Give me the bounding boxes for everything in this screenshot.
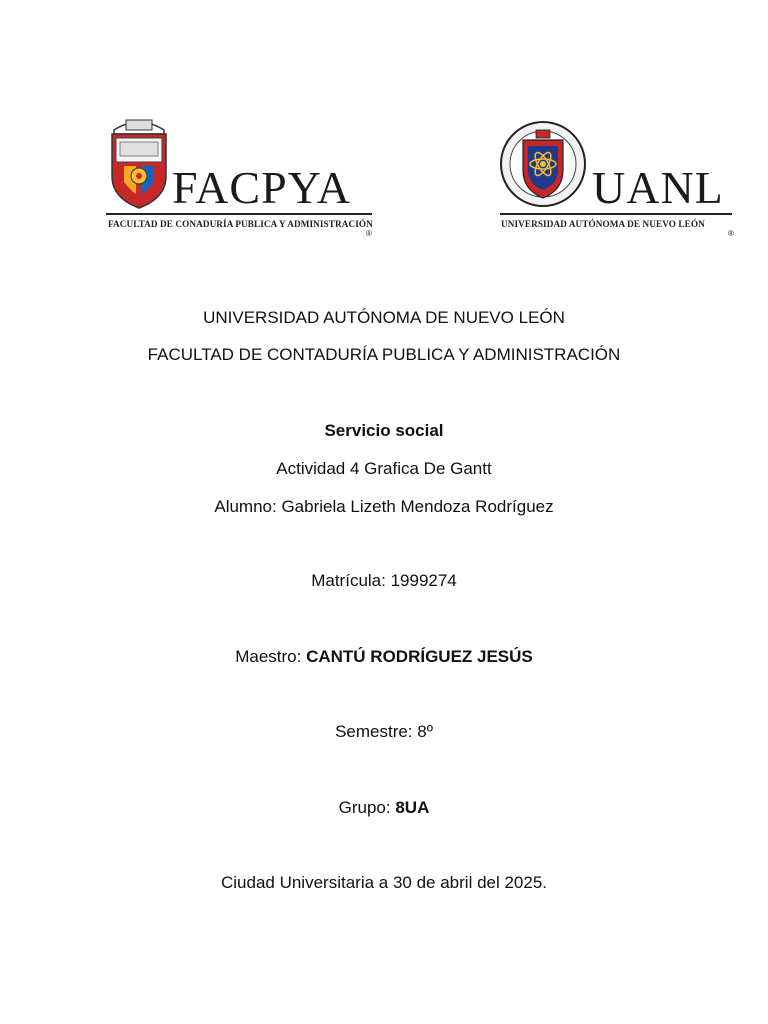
facpya-wordmark: FACPYA: [172, 162, 351, 213]
enrollment-label: Matrícula:: [311, 571, 391, 590]
facpya-subtitle: FACULTAD DE CONADURÍA PUBLICA Y ADMINISTRACIÓN: [108, 219, 373, 229]
semester-label: Semestre:: [335, 722, 418, 741]
semester-value: 8º: [417, 722, 433, 741]
uanl-seal-icon: [500, 118, 586, 210]
place-date: Ciudad Universitaria a 30 de abril del 2025.: [220, 873, 548, 892]
uanl-divider: [500, 213, 732, 215]
group-label: Grupo:: [338, 798, 396, 817]
facpya-logo: [106, 118, 172, 210]
student-name: Gabriela Lizeth Mendoza Rodríguez: [281, 497, 554, 516]
uanl-registered-mark: ®: [728, 229, 734, 238]
teacher-line: [0, 647, 768, 667]
teacher-name: CANTÚ RODRÍGUEZ JESÚS: [306, 647, 533, 666]
enrollment-value: 1999274: [390, 571, 457, 590]
uanl-logo: [500, 118, 586, 210]
student-label: Alumno:: [214, 497, 282, 516]
course-name: Servicio social: [324, 421, 444, 440]
group-value: 8UA: [395, 798, 430, 817]
uanl-subtitle: UNIVERSIDAD AUTÓNOMA DE NUEVO LEÓN: [501, 219, 705, 229]
semester-line: [0, 722, 768, 742]
enrollment-line: [0, 571, 768, 591]
activity-title: Actividad 4 Grafica De Gantt: [276, 459, 492, 478]
group-line: [0, 798, 768, 818]
uanl-wordmark: UANL: [592, 162, 724, 213]
facpya-registered-mark: ®: [366, 229, 372, 238]
teacher-label: Maestro:: [235, 647, 307, 666]
facpya-shield-icon: [106, 118, 172, 210]
faculty-name: FACULTAD DE CONTADURÍA PUBLICA Y ADMINISTRACIÓN: [147, 345, 621, 364]
student-line: [0, 497, 768, 517]
university-name: UNIVERSIDAD AUTÓNOMA DE NUEVO LEÓN: [203, 308, 565, 327]
facpya-divider: [106, 213, 372, 215]
